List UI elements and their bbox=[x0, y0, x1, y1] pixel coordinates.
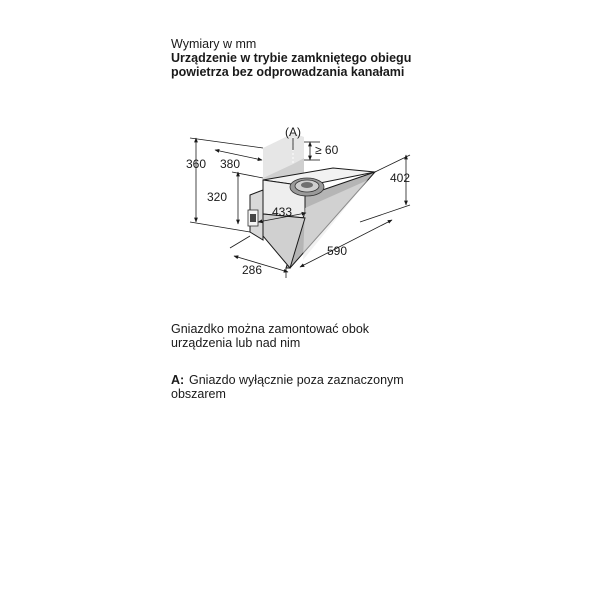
legend-key-a: A: bbox=[171, 373, 185, 387]
label-a: (A) bbox=[285, 125, 301, 139]
socket-note-line-1: Gniazdko można zamontować obok bbox=[171, 322, 370, 336]
title-line-1: Urządzenie w trybie zamkniętego obiegu bbox=[171, 51, 412, 65]
socket-symbol bbox=[248, 210, 258, 226]
units-caption: Wymiary w mm bbox=[171, 37, 257, 51]
dim-590: 590 bbox=[327, 244, 348, 258]
dim-286: 286 bbox=[242, 263, 263, 277]
dim-ge60: ≥ 60 bbox=[315, 143, 339, 157]
dim-360: 360 bbox=[186, 157, 207, 171]
socket-note-line-2: urządzenia lub nad nim bbox=[171, 336, 301, 350]
dim-380: 380 bbox=[220, 157, 241, 171]
title-line-2: powietrza bez odprowadzania kanałami bbox=[171, 65, 405, 79]
legend-a-line-1: Gniazdo wyłącznie poza zaznaczonym bbox=[189, 373, 404, 387]
dim-320: 320 bbox=[207, 190, 228, 204]
fan-unit bbox=[290, 178, 324, 196]
dim-402: 402 bbox=[390, 171, 411, 185]
legend-a-line-2: obszarem bbox=[171, 387, 226, 401]
dim-433: 433 bbox=[272, 205, 293, 219]
